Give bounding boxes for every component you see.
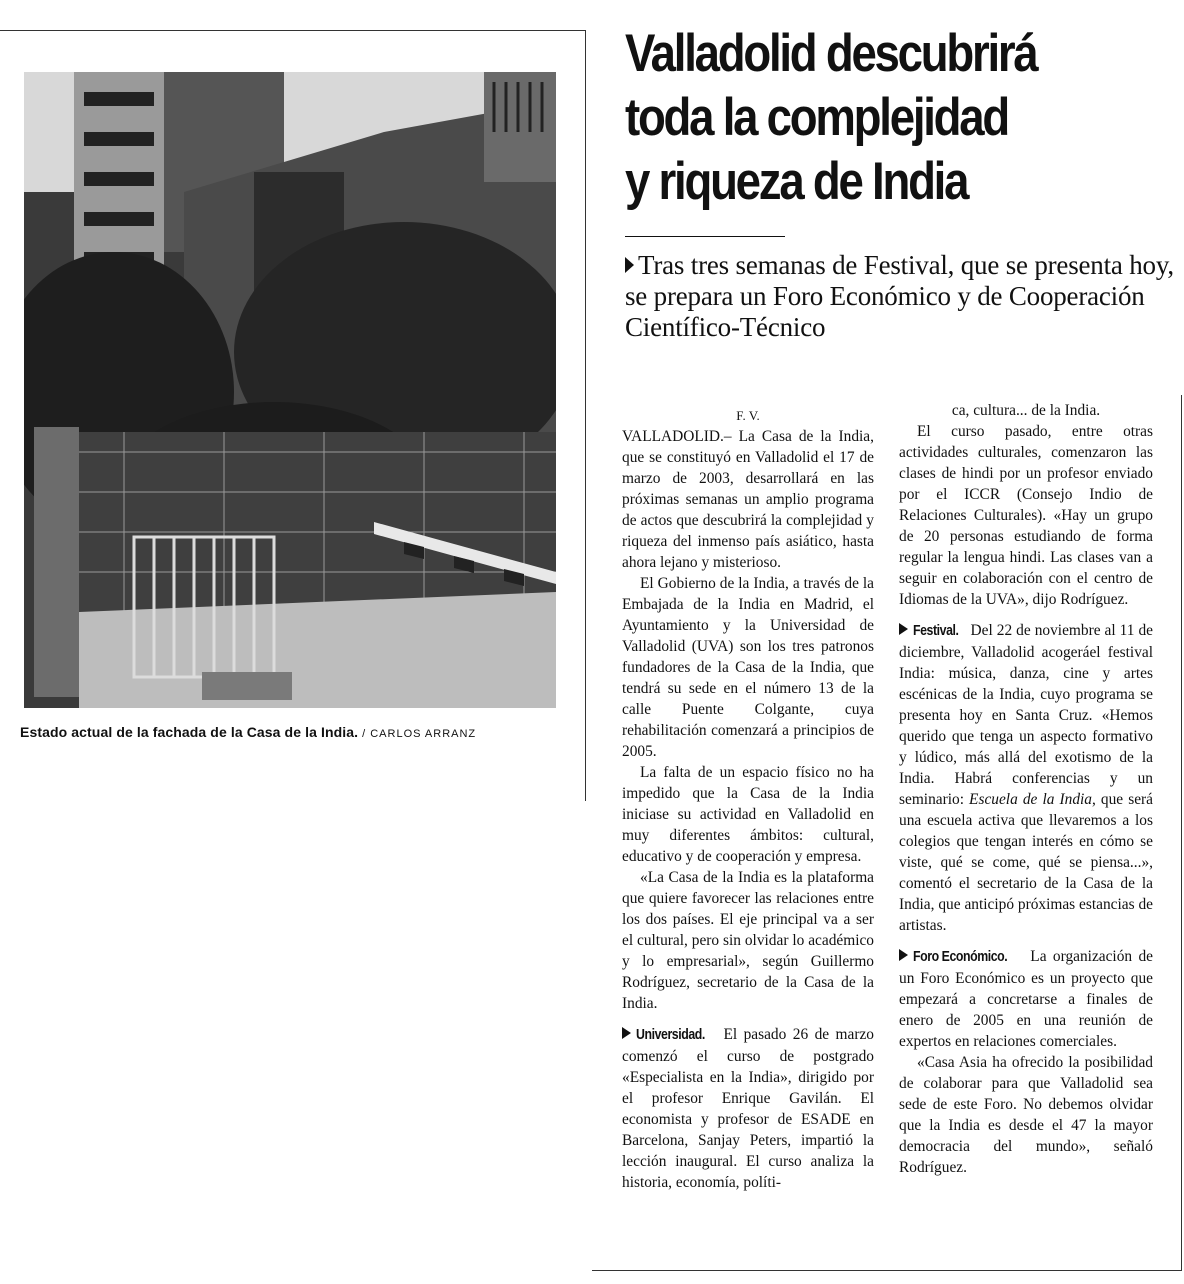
section-universidad bbox=[622, 1024, 874, 1193]
section-text: El pasado 26 de marzo comenzó el curso de postgrado «Especialista en la India», dirigido por el profesor Enrique Gavilán. El economista y profesor de ESADE en Barcelona, Sanjay Peters, impartió la lección inaugural. El curso analiza la historia, economía, políti- bbox=[622, 1026, 874, 1191]
paragraph: El Gobierno de la India, a través de la Embajada de la India en Madrid, el Ayuntamiento y la Universidad de Valladolid (UVA) son los tres patronos fundadores de la Casa de la India, que tendrá su sede en el número 13 de la calle Puente Colgante, cuya rehabilitación comenzará a principios de 2005. bbox=[622, 575, 874, 760]
photo-credit: / CARLOS ARRANZ bbox=[362, 728, 477, 740]
page-border-right bbox=[1181, 395, 1182, 1271]
seminar-title: Escuela de la India bbox=[969, 791, 1092, 808]
article-column-1 bbox=[622, 405, 874, 1193]
paragraph: ca, cultura... de la India. bbox=[951, 402, 1101, 419]
section-foro bbox=[899, 946, 1153, 1052]
paragraph: «Casa Asia ha ofrecido la posibilidad de colaborar para que Valladolid sea sede de este Foro. No debemos olvidar que la India es desde el 47 la mayor democracia del mundo», señaló Rodríguez. bbox=[899, 1054, 1153, 1176]
headline bbox=[625, 22, 1107, 214]
photo-caption bbox=[20, 724, 580, 743]
section-label: Foro Económico. bbox=[913, 949, 1008, 965]
facade-photo bbox=[24, 72, 556, 708]
headline-line-1: Valladolid descubrirá bbox=[625, 24, 1037, 83]
article-column-2 bbox=[899, 400, 1153, 1178]
section-festival bbox=[899, 620, 1153, 936]
page-border-bottom bbox=[592, 1270, 1182, 1271]
section-label: Festival. bbox=[913, 623, 959, 639]
paragraph: La falta de un espacio físico no ha impedido que la Casa de la India iniciase su actividad en Valladolid en muy diferentes ámbitos: cultural, educativo y de cooperación y empresa. bbox=[622, 764, 874, 865]
triangle-bullet-icon bbox=[625, 257, 634, 273]
section-text: , que será una escuela activa que llevaremos a los colegios que tengan interés en cómo se viste, qué se come, qué se piensa...», comentó el secretario de la Casa de la India, que anticipó próximas estancias de artistas. bbox=[899, 791, 1153, 934]
headline-line-2: toda la complejidad bbox=[625, 88, 1009, 147]
section-text: Del 22 de noviembre al 11 de diciembre, Valladolid acogeráel festival India: música, danza, cine y artes escénicas de la India, cuyo programa se presenta hoy en Santa Cruz. «Hemos querido que tenga un aspecto formativo y lúdico, más allá del exotismo de la India. Habrá conferencias y un seminario: bbox=[899, 622, 1153, 808]
arrow-bullet-icon bbox=[622, 1027, 631, 1039]
section-label: Universidad. bbox=[636, 1027, 705, 1043]
paragraph: El curso pasado, entre otras actividades culturales, comenzaron las clases de hindi por un profesor enviado por el ICCR (Consejo Indio de Relaciones Culturales). «Hay un grupo de 20 personas estudiando de forma regular la lengua hindi. Las clases van a seguir en colaboración con el centro de Idiomas de la UVA», dijo Rodríguez. bbox=[899, 423, 1153, 608]
arrow-bullet-icon bbox=[899, 623, 908, 635]
headline-line-3: y riqueza de India bbox=[625, 152, 968, 211]
caption-text: Estado actual de la fachada de la Casa de la India. bbox=[20, 724, 359, 740]
subheadline bbox=[625, 250, 1175, 343]
arrow-bullet-icon bbox=[899, 949, 908, 961]
section-text: La organización de un Foro Económico es un proyecto que empezará a concretarse a finales de enero de 2005 en una reunión de expertos en relaciones comerciales. bbox=[899, 948, 1153, 1050]
subheadline-text: Tras tres semanas de Festival, que se presenta hoy, se prepara un Foro Económico y de Cooperación Científico-Técnico bbox=[625, 250, 1174, 342]
byline: F. V. bbox=[736, 408, 760, 423]
paragraph: VALLADOLID.– La Casa de la India, que se constituyó en Valladolid el 17 de marzo de 2003, desarrollará en las próximas semanas un amplio programa de actos que descubrirá la complejidad y riqueza del inmenso país asiático, hasta ahora lejano y misterioso. bbox=[622, 428, 874, 571]
headline-rule bbox=[625, 236, 785, 237]
paragraph: «La Casa de la India es la plataforma que quiere favorecer las relaciones entre los dos países. El eje principal va a ser el cultural, pero sin olvidar lo académico y lo empresarial», según Guillermo Rodríguez, secretario de la Casa de la India. bbox=[622, 869, 874, 1012]
